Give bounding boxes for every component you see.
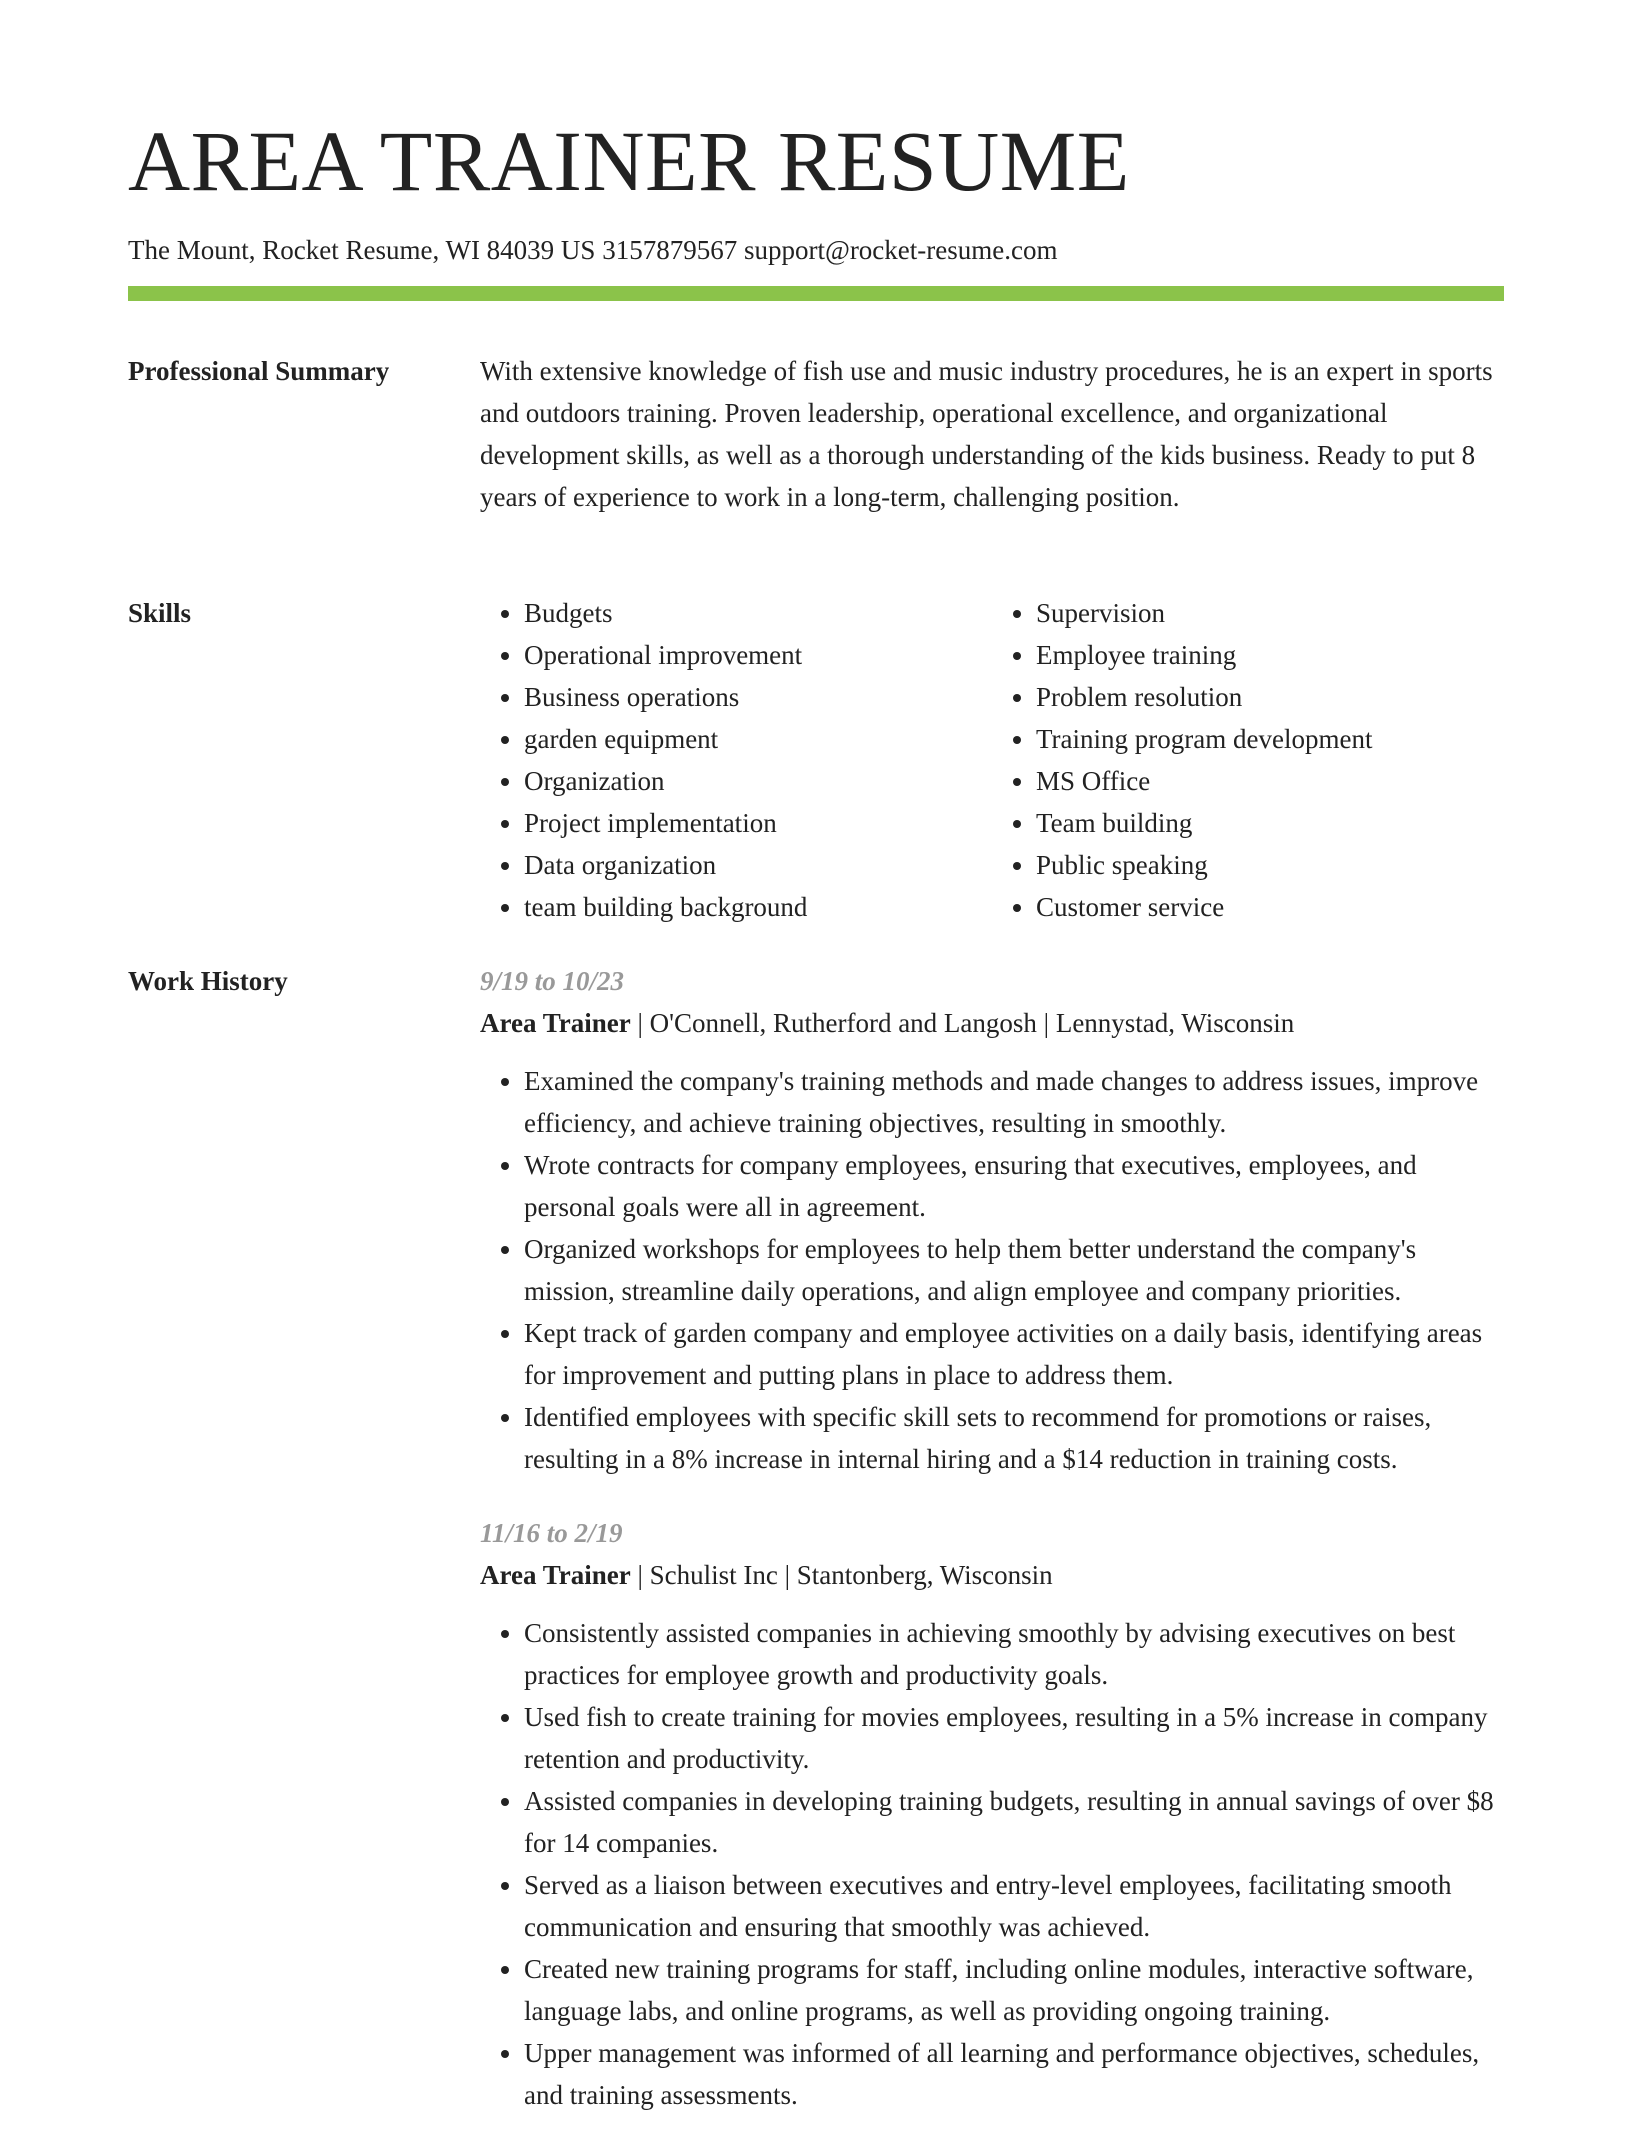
- job-dates: 9/19 to 10/23: [480, 966, 625, 996]
- skill-item: • Problem resolution: [1036, 676, 1504, 718]
- skill-item: • Organization: [524, 760, 992, 802]
- job-bullet: • Used fish to create training for movies employees, resulting in a 5% increase in company retention and productivity.: [524, 1696, 1504, 1780]
- job-entry: [480, 1512, 1504, 2116]
- work-history-heading: Work History: [128, 966, 288, 996]
- job-role: Area Trainer: [480, 1560, 631, 1590]
- job-entry: [480, 960, 1504, 1480]
- skill-item: • Operational improvement: [524, 634, 992, 676]
- skill-item: • MS Office: [1036, 760, 1504, 802]
- job-bullet: • Kept track of garden company and employee activities on a daily basis, identifying areas for improvement and putting plans in place to address them.: [524, 1312, 1504, 1396]
- summary-text: With extensive knowledge of fish use and music industry procedures, he is an expert in sports and outdoors training. Proven leadership, operational excellence, and organizational development skills, as well as a thorough understanding of the kids business. Ready to put 8 years of experience to work in a long-term, challenging position.: [480, 356, 1493, 512]
- job-separator: |: [630, 1560, 650, 1590]
- job-bullet: • Organized workshops for employees to help them better understand the company's mission, streamline daily operations, and align employee and company priorities.: [524, 1228, 1504, 1312]
- job-bullet: • Served as a liaison between executives and entry-level employees, facilitating smooth communication and ensuring that smoothly was achieved.: [524, 1864, 1504, 1948]
- job-bullets: [480, 1060, 1504, 1480]
- accent-divider: [128, 286, 1504, 301]
- skills-list-left: [480, 592, 992, 928]
- skill-item: • Customer service: [1036, 886, 1504, 928]
- skill-item: • garden equipment: [524, 718, 992, 760]
- skill-item: • Data organization: [524, 844, 992, 886]
- skill-item: • Business operations: [524, 676, 992, 718]
- job-separator: |: [630, 1008, 650, 1038]
- skill-item: • Public speaking: [1036, 844, 1504, 886]
- job-heading: [480, 1554, 1504, 1596]
- skills-heading: Skills: [128, 598, 192, 628]
- skill-item: • Training program development: [1036, 718, 1504, 760]
- job-bullets: [480, 1612, 1504, 2116]
- skill-item: • team building background: [524, 886, 992, 928]
- job-bullet: • Assisted companies in developing training budgets, resulting in annual savings of over $8 for 14 companies.: [524, 1780, 1504, 1864]
- job-details: O'Connell, Rutherford and Langosh | Lennystad, Wisconsin: [649, 1008, 1295, 1038]
- job-bullet: • Upper management was informed of all learning and performance objectives, schedules, and training assessments.: [524, 2032, 1504, 2116]
- job-bullet: • Identified employees with specific skill sets to recommend for promotions or raises, resulting in a 8% increase in internal hiring and a $14 reduction in training costs.: [524, 1396, 1504, 1480]
- job-bullet: • Wrote contracts for company employees, ensuring that executives, employees, and personal goals were all in agreement.: [524, 1144, 1504, 1228]
- job-role: Area Trainer: [480, 1008, 631, 1038]
- summary-heading: Professional Summary: [128, 356, 390, 386]
- job-dates: 11/16 to 2/19: [480, 1518, 623, 1548]
- skill-item: • Budgets: [524, 592, 992, 634]
- resume-title: AREA TRAINER RESUME: [128, 113, 1130, 209]
- skill-item: • Team building: [1036, 802, 1504, 844]
- job-list: [480, 960, 1504, 2148]
- skill-item: • Employee training: [1036, 634, 1504, 676]
- job-heading: [480, 1002, 1504, 1044]
- skill-item: • Supervision: [1036, 592, 1504, 634]
- job-bullet: • Examined the company's training methods and made changes to address issues, improve efficiency, and achieve training objectives, resulting in smoothly.: [524, 1060, 1504, 1144]
- job-details: Schulist Inc | Stantonberg, Wisconsin: [649, 1560, 1053, 1590]
- job-bullet: • Created new training programs for staff, including online modules, interactive software, language labs, and online programs, as well as providing ongoing training.: [524, 1948, 1504, 2032]
- skills-list-right: [992, 592, 1504, 928]
- skill-item: • Project implementation: [524, 802, 992, 844]
- contact-line: The Mount, Rocket Resume, WI 84039 US 3157879567 support@rocket-resume.com: [128, 235, 1058, 265]
- job-bullet: • Consistently assisted companies in achieving smoothly by advising executives on best practices for employee growth and productivity goals.: [524, 1612, 1504, 1696]
